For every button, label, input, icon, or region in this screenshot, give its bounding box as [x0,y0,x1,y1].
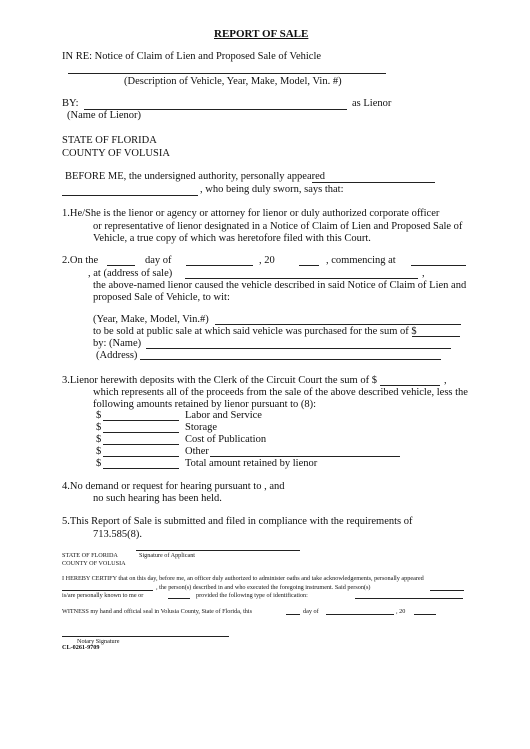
p1-line2: or representative of lienor designated in a Notice of Claim of Lien and Proposed Sale of [93,221,463,232]
p2-at-address: , at (address of sale) [88,268,173,279]
as-lienor-label: as Lienor [352,98,392,109]
certify-line3b: provided the following type of identification: [196,592,308,599]
appeared-person-line[interactable] [62,590,153,591]
p3-line1-end: , [444,375,447,386]
p2-line3: the above-named lienor caused the vehicle described in said Notice of Claim of Lien and [93,280,467,291]
p4-line1: 4.No demand or request for hearing pursuant to , and [62,481,285,492]
p2-on-the: 2.On the [62,255,99,266]
witness-year-line[interactable] [414,614,436,615]
sold-at-text: to be sold at public sale at which said vehicle was purchased for the sum of $ [93,326,417,337]
deposit-amount-line[interactable] [380,385,440,386]
notary-signature-caption: Notary Signature [77,638,120,645]
certify-line3: is/are personally known to me or [62,592,144,599]
by-name-label: by: (Name) [93,338,142,349]
page-title: REPORT OF SALE [214,28,309,40]
certify-line1: I HEREBY CERTIFY that on this day, before me, an officer duly authorized to administer oaths and take acknowledgements, personally appeared [62,575,424,582]
appeared-name-line[interactable] [312,182,435,183]
year-make-label: (Year, Make, Model, Vin.#) [93,314,209,325]
publication-label: Cost of Publication [185,434,267,445]
total-label: Total amount retained by lienor [185,458,318,469]
p2-line4: proposed Sale of Vehicle, to wit: [93,292,230,303]
notary-state: STATE OF FLORIDA [62,552,118,559]
storage-label: Storage [185,422,218,433]
before-me-text: BEFORE ME, the undersigned authority, personally appeared [65,171,326,182]
labor-label: Labor and Service [185,410,262,421]
publication-dollar: $ [96,434,102,445]
purchaser-address-line[interactable] [140,359,441,360]
day-line[interactable] [107,265,135,266]
p2-day-of: day of [145,255,172,266]
other-amount-line[interactable] [103,456,179,457]
form-number: CL-0261-9709 [62,644,100,651]
witness-day-line[interactable] [286,614,300,615]
said-persons-line[interactable] [430,590,464,591]
p2-commencing: , commencing at [326,255,396,266]
p1-line3: Vehicle, a true copy of which was heretofore filed with this Court. [93,233,371,244]
identification-line[interactable] [355,598,463,599]
vehicle-description-caption: (Description of Vehicle, Year, Make, Model, Vin. #) [124,76,342,87]
witness-text: WITNESS my hand and official seal in Volusia County, State of Florida, this [62,608,253,615]
total-amount-line[interactable] [103,468,179,469]
witness-twenty: , 20 [396,608,406,615]
other-dollar: $ [96,446,102,457]
time-line[interactable] [411,265,466,266]
notary-county: COUNTY OF VOLUSIA [62,560,126,567]
witness-day-of: day of [303,608,319,615]
other-description-line[interactable] [210,456,400,457]
p3-line2: which represents all of the proceeds from the sale of the above described vehicle, less the [93,387,468,398]
labor-dollar: $ [96,410,102,421]
year-line[interactable] [299,265,319,266]
known-line[interactable] [168,598,190,599]
p1-line1: 1.He/She is the lienor or agency or attorney for lienor or duly authorized corporate officer [62,208,440,219]
total-dollar: $ [96,458,102,469]
p4-line2: no such hearing has been held. [93,493,222,504]
notary-signature-line[interactable] [62,636,229,637]
publication-amount-line[interactable] [103,444,179,445]
p2-year-prefix: , 20 [259,255,275,266]
storage-dollar: $ [96,422,102,433]
appeared-name-line-2[interactable] [62,195,198,196]
sale-address-line[interactable] [185,278,418,279]
vehicle-description-line[interactable] [68,73,386,74]
labor-amount-line[interactable] [103,420,179,421]
sworn-text: , who being duly sworn, says that: [200,184,344,195]
p3-line3: following amounts retained by lienor pursuant to (8): [93,399,317,410]
applicant-signature-line[interactable] [136,550,300,551]
purchaser-name-line[interactable] [146,348,451,349]
p5-line2: 713.585(8). [93,529,142,540]
sale-price-line[interactable] [412,336,460,337]
certify-line2: , the person(s) described in and who executed the foregoing instrument. Said person(s) [156,584,371,591]
address-label: (Address) [96,350,138,361]
storage-amount-line[interactable] [103,432,179,433]
witness-month-line[interactable] [326,614,394,615]
p3-line1: 3.Lienor herewith deposits with the Clerk of the Circuit Court the sum of $ [62,375,377,386]
p5-line1: 5.This Report of Sale is submitted and filed in compliance with the requirements of [62,516,413,527]
state-label: STATE OF FLORIDA [62,135,157,146]
signature-applicant-caption: Signature of Applicant [139,552,196,559]
name-of-lienor-caption: (Name of Lienor) [67,110,142,121]
other-label: Other [185,446,209,457]
vehicle-id-line[interactable] [215,324,461,325]
by-label: BY: [62,98,79,109]
p2-comma: , [422,268,425,279]
month-line[interactable] [186,265,253,266]
in-re-line: IN RE: Notice of Claim of Lien and Proposed Sale of Vehicle [62,51,322,62]
county-label: COUNTY OF VOLUSIA [62,148,170,159]
